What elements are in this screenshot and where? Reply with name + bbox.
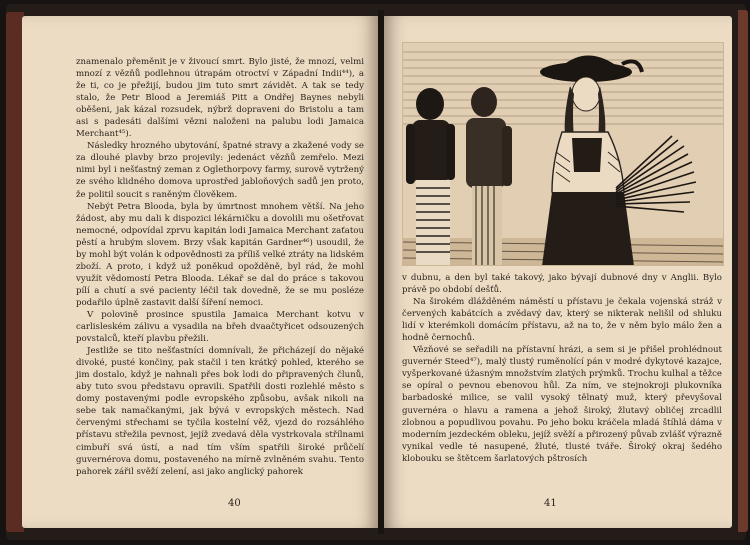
paragraph: Na širokém dlážděném náměstí u přístavu je čekala vojenská stráž v červených kabátcích a zvědavý dav, který se nikterak nelišil od shluku lidí v kterémkoli domácím přístavu, až na to, že v něm bylo málo žen a hodně černochů. (402, 297, 722, 344)
paragraph: v dubnu, a den byl také takový, jako bývají dubnové dny v Anglii. Bylo právě po období dešťů. (402, 273, 722, 296)
woodcut-illustration (402, 42, 724, 266)
left-page (22, 16, 378, 528)
figure-woman (540, 55, 642, 266)
left-page-text (76, 56, 364, 478)
paragraph: Nebýt Petra Blooda, byla by úmrtnost mnohem větší. Na jeho žádost, aby mu dali k dispozici lékárničku a dovolili mu ošetřovat nemocné, odpovídal zprvu kapitán lodi Jamaica Merchant zaťatou pěstí a hrubým slovem. Brzy však kapitán Gardner⁴⁶) usoudil, že by mohl být volán k odpovědnosti za příliš velké ztráty na lidském zboží. A proto, i když už poněkud opožděně, byl rád, že mohl využít vědomostí Petra Blooda. Lékař se dal do práce s takovou pílí a chutí a své pacienty léčil tak dovedně, že se mu posléze podařilo úplně zastavit další šíření nemoci. (76, 201, 364, 308)
paragraph: znamenalo přeměnit je v živoucí smrt. Bylo jisté, že mnozí, velmi mnozí z vězňů podlehnou útrapám otroctví v Západní Indii⁴⁴), a že ti, co je přežijí, budou jim tuto smrt závidět. A tak se tedy stalo, že Petr Blood a Jeremiáš Pitt a Ondřej Baynes nebyli oběšeni, jak kázal rozsudek, nýbrž dopraveni do Bristolu a tam asi s padesáti dalšími vězni naloženi na palubu lodi Jamaica Merchant⁴⁵). (76, 57, 364, 140)
right-page-text (402, 272, 722, 465)
page-number-left: 40 (228, 498, 241, 509)
illustration-figures (402, 42, 724, 266)
page-number-right: 41 (544, 498, 557, 509)
sugar-cane-bundle (616, 136, 696, 212)
paragraph: Jestliže se tito nešťastníci domnívali, že přicházejí do nějaké divoké, pusté končiny, pak stačil i ten krátký pohled, kterého se jim dostalo, když je nahnali přes bok lodi do připravených člunů, aby tuto svou představu opravili. Spatřili dosti rozlehlé město s domy postavenými podle evropského způsobu, avšak nikoli na sebe tak namačkanými, jak bývá v evropských městech. Nad červenými střechami se tyčila kostelní věž, vjezd do rozsáhlého přístavu střežila pevnost, jejíž zvedavá děla vystrkovala střílnami cimbuří svá ústí, a nad tím vším spatřili široké průčelí guvernérova domu, postaveného na mírně zvlněném svahu. Tento pahorek zářil svěží zelení, asi jako anglický pahorek (76, 346, 364, 477)
open-book (6, 4, 746, 540)
right-page (384, 16, 732, 528)
paragraph: V polovině prosince spustila Jamaica Merchant kotvu v carlisleském zálivu a vysadila na břeh dvaačtyřicet odsouzených povstalců, kteří plavbu přežili. (76, 309, 364, 345)
book-cover-right (738, 10, 748, 532)
paragraph: Následky hrozného ubytování, špatné stravy a zkažené vody se za dlouhé plavby brzo projevily: jedenáct vězňů zemřelo. Mezi nimi byl i nešťastný zeman z Oglethorpovy farmy, surově vytržený ze svého klidného domova uprostřed jabloňových sadů jen proto, že politil soucit s raněným člověkem. (76, 141, 364, 200)
paragraph: Vězňové se seřadili na přístavní hrázi, a sem si je přišel prohlédnout guvernér Steed⁴⁷), malý tlustý ruměnolící pán v modré dykytové kazajce, vyšperkované úžasným množstvím zlatých prýmků. Trochu kulhal a těžce se opíral o pevnou ebenovou hůl. Za ním, ve stejnokroji plukovníka barbadoské milice, se valil vysoký tělnatý muž, který převyšoval guvernéra o hlavu a ramena a jehož široký, žlutavý obličej zrcadlil zlobnou a popudlivou povahu. Po jeho boku kráčela mladá štíhlá dáma v moderním jezdeckém obleku, jejíž svěží a přirozený půvab zvlášť výrazně vynikal vedle té nasupené, žluté, tlusté tváře. Široký okraj šedého klobouku se štětcem šarlatových pštrosích (402, 345, 722, 464)
